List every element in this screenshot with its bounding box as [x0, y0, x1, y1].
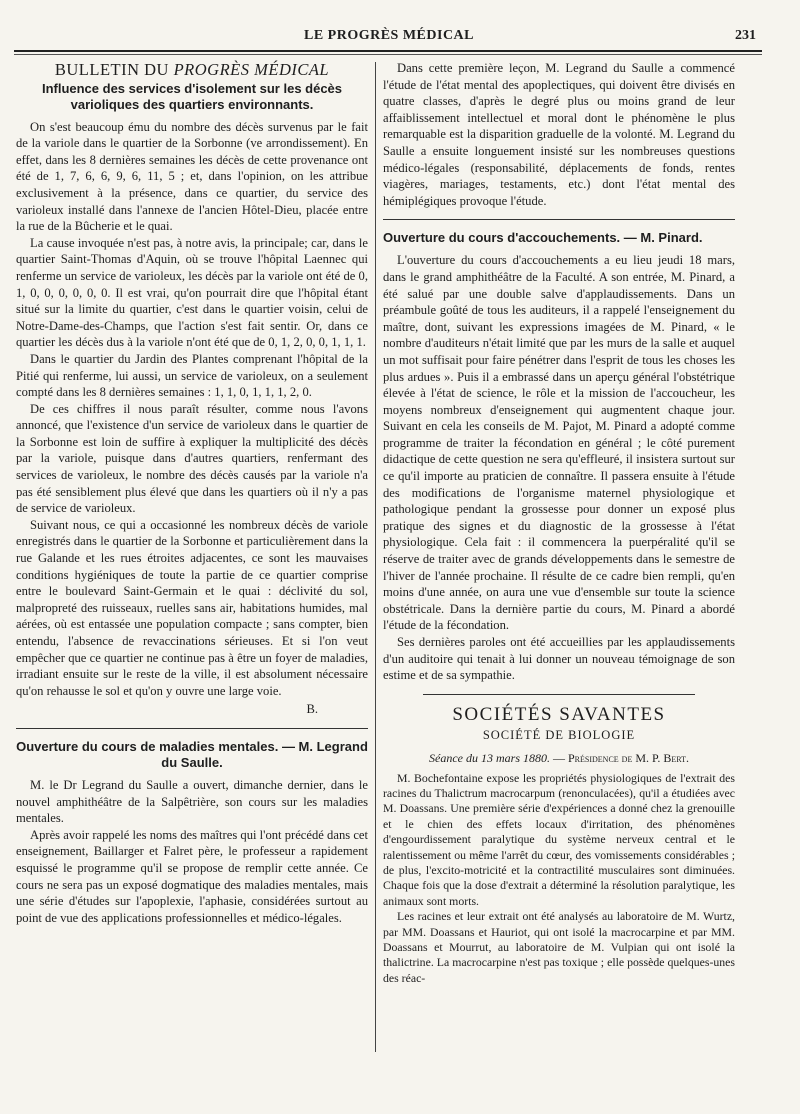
article-paragraph: Dans cette première leçon, M. Legrand du Saulle a commencé l'étude de l'état mental des apoplectiques, qui doivent être divisés en quatre classes, d'après le degré plus ou moins grand de leur affaiblissement intellectuel et moral dont le phénomène le plus remarquable est la disparition graduelle de la volonté. M. Legrand du Saulle a ensuite longuement insisté sur les nombreuses questions médico-légales (responsabilité, déplacements de fonds, rentes viagères, mariages, testaments, etc.) dont l'état mental des hémiplégiques provoque l'étude.	[383, 61, 735, 208]
article-paragraph: Ses dernières paroles ont été accueillies par les applaudissements d'un auditoire qui tenait à lui donner un nouveau témoignage de son estime et de sa sympathie.	[383, 635, 735, 683]
article-signature: B.	[306, 702, 318, 717]
article-paragraph: L'ouverture du cours d'accouchements a eu lieu jeudi 18 mars, dans le grand amphithéâtre de la Faculté. A son entrée, M. Pinard, a été salué par une double salve d'applaudissements. Dans un préambule goûté de tous les auditeurs, il a rappelé l'enseignement du maître, dont, suivant les expressions imagées de M. Pinard, « le nombre d'auditeurs n'était limité que par les murs de la salle et auquel un mot suffisait pour faire pénétrer dans l'esprit de tous les choses les plus ardues ». Puis il a embrassé dans un aperçu général l'obstétrique élevée à l'état de science, le rôle et la mission de l'accoucheur, les moyens nombreux d'enseignement qui augmentent chaque jour. Suivant en cela les conseils de M. Pajot, M. Pinard a adopté comme programme de traiter la fécondation en général ; le côté purement didactique de cette question ne sera qu'effleuré, il insistera surtout sur ce qu'il importe au praticien de connaître. Il passera ensuite à l'étude des modifications de l'organisme maternel physiologique et pathologique pendant la grossesse pour donner un exposé plus pratique des signes et du diagnostic de la grossesse à l'état physiologique. Cela fait : il commencera la puerpéralité qu'il se réserve de traiter avec de grands développements dans le semestre de l'hiver de l'année prochaine. Il résulte de ce cadre bien rempli, qu'en moins d'une année, on aura une vue d'ensemble sur toute la science obstétricale. Dans la dernière partie du cours, M. Pinard a abordé l'étude de la fécondation.	[383, 253, 735, 633]
section-rule	[16, 728, 368, 729]
article-paragraph: De ces chiffres il nous paraît résulter, comme nous l'avons annoncé, que l'existence d'un service de varioleux dans le quartier de la Sorbonne est loin de suffire à expliquer la multiplicité des décès par la variole, puisque dans d'autres quartiers, renfermant des services de varioleux, le nombre des décès causés par la variole n'a pas été sensiblement plus élevé que dans les quartiers où il n'y a pas de service de varioleux.	[16, 401, 368, 516]
seance-line	[383, 750, 735, 767]
right-column	[383, 60, 735, 1074]
article-paragraph: M. Bochefontaine expose les propriétés physiologiques de l'extrait des racines du Thalictrum macrocarpum (renonculacées), qu'il a étudiées avec M. Doassans. Une première série d'expériences a donné chez la grenouille et le chien des effets locaux d'irritation, des phénomènes d'engourdissement paralytique du système nerveux central et le ralentissement ou même l'arrêt du cœur, des vomissements considérables ; de plus, l'excito-motricité et la contractilité musculaires sont diminuées. Chaque fois que la dose d'extrait a déterminé la résolution paralytique, les animaux sont morts.	[383, 770, 735, 908]
biologie-report	[383, 771, 735, 987]
column-divider	[375, 62, 376, 1052]
article-paragraph: La cause invoquée n'est pas, à notre avis, la principale; car, dans le quartier Saint-Thomas d'Aquin, où se trouve l'hôpital Laennec qui renferme un service de varioleux, les décès par la variole ont été de 0, 1, 0, 0, 0, 0, 0, 0. Il est vrai, qu'on pourrait dire que l'hôpital étant situé sur la limite du quartier, c'est dans le quartier voisin, celui de Notre-Dame-des-Champs, que l'action s'est fait sentir. Or, dans ce quartier les décès dus à la variole n'ont été que de 0, 1, 2, 0, 0, 1, 1, 1.	[16, 235, 368, 350]
seance-presidence: — Présidence de M. P. Bert.	[550, 750, 689, 765]
bulletin-prefix: BULLETIN DU	[54, 60, 174, 79]
journal-title: LE PROGRÈS MÉDICAL	[303, 28, 475, 43]
page-number: 231	[735, 28, 756, 43]
article-title-variole: Influence des services d'isolement sur les décès varioliques des quartiers environnants.	[41, 80, 343, 112]
article-title-accouchements: Ouverture du cours d'accouchements. — M. Pinard.	[383, 230, 703, 246]
societes-savantes-heading: SOCIÉTÉS SAVANTES	[452, 703, 666, 725]
bulletin-title-italic: PROGRÈS MÉDICAL	[173, 60, 330, 79]
article-paragraph: M. le Dr Legrand du Saulle a ouvert, dimanche dernier, dans le nouvel amphithéâtre de la Salpêtrière, son cours sur les maladies mentales.	[16, 777, 368, 826]
article-paragraph: Dans le quartier du Jardin des Plantes comprenant l'hôpital de la Pitié qui renferme, lui aussi, un service de varioleux, on a seulement compté dans les 8 dernières semaines : 1, 1, 0, 1, 1, 1, 2, 0.	[16, 351, 368, 400]
section-rule	[423, 694, 695, 695]
bulletin-heading	[16, 62, 368, 79]
article-paragraph: Après avoir rappelé les noms des maîtres qui l'ont précédé dans cet enseignement, Baillarger et Falret père, le professeur a rapidement esquissé le programme qu'il se propose de remplir cette année. Ce cours ne sera pas un exposé dogmatique des maladies mentales, mais une série d'études sur l'apoplexie, l'aphasie, considérées surtout au point de vue des applications professionnelles et médico-légales.	[16, 827, 368, 925]
societe-biologie-heading: SOCIÉTÉ DE BIOLOGIE	[482, 728, 636, 743]
page-header	[22, 28, 756, 50]
article-title-maladies-mentales: Ouverture du cours de maladies mentales. — M. Legrand du Saulle.	[16, 738, 368, 770]
section-rule	[383, 219, 735, 220]
article-paragraph: Les racines et leur extrait ont été analysés au laboratoire de M. Wurtz, par MM. Doassans et Hauriot, qui ont isolé la macrocarpine et par MM. Doassans et Mourrut, au laboratoire de M. Vulpian qui ont isolé la thalictrine. La macrocarpine n'est pas toxique ; elle possède quelques-unes des réac-	[383, 909, 735, 985]
seance-date: Séance du 13 mars 1880.	[429, 750, 550, 765]
left-column	[16, 60, 368, 1074]
header-rule	[14, 50, 762, 55]
article-paragraph: On s'est beaucoup ému du nombre des décès survenus par le fait de la variole dans le quartier de la Sorbonne (ve arrondissement). En effet, dans les 8 dernières semaines les décès de cette provenance ont été de 1, 7, 6, 6, 9, 6, 11, 5 ; et, dans l'opinion, on les attribue exclusivement à la présence, dans ce quartier, du service des varioleux installé dans l'annexe de l'ancien Hôtel-Dieu, placée entre la rue de la Bûcherie et le quai.	[16, 119, 368, 234]
article-paragraph: Suivant nous, ce qui a occasionné les nombreux décès de variole enregistrés dans le quartier de la Sorbonne et particulièrement dans la rue Galande et les rues étroites adjacentes, ce sont les mauvaises conditions hygiéniques de toute la partie de ce quartier comprise entre le boulevard Saint-Germain et le quai : déclivité du sol, malpropreté des ruisseaux, ruelles sans air, habitations humides, mal aérées, où est entassée une population compacte ; sans compter, bien entendu, l'absence de revaccinations sérieuses. Et si l'on veut empêcher que ce quartier ne continue pas à être un foyer de maladies, irradiant ensuite sur le reste de la ville, il est absolument nécessaire qu'on rehausse le sol et qu'on y ouvre une large voie.	[16, 517, 368, 698]
